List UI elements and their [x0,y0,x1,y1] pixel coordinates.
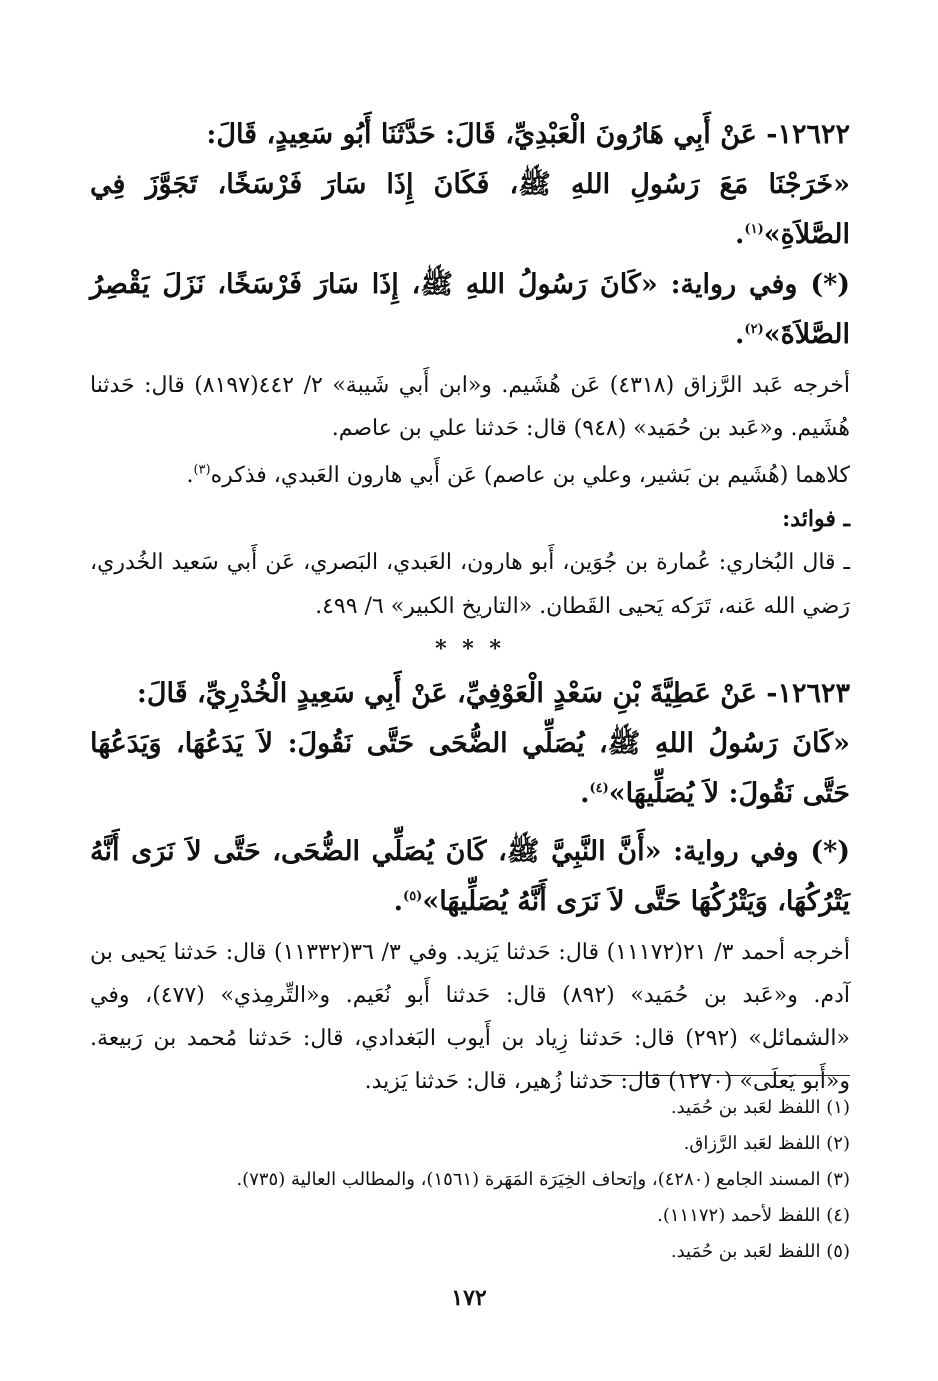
hadith-12622-takhrij-summary-text: كلاهما (هُشَيم بن بَشير، وعلي بن عاصم) عَن أَبي هارون العَبدي، فذكره [210,463,850,488]
page-body [90,110,850,1103]
hadith-12623-heading: ١٢٦٢٣- عَنْ عَطِيَّةَ بْنِ سَعْدٍ الْعَوْفِيِّ، عَنْ أَبِي سَعِيدٍ الْخُدْرِيِّ، قَالَ: [136,678,850,709]
footnote-4: (٤) اللفظ لأحمد (١١١٧٢). [657,1205,850,1226]
hadith-12622-heading: ١٢٦٢٢- عَنْ أَبِي هَارُونَ الْعَبْدِيِّ، قَالَ: حَدَّثَنَا أَبُو سَعِيدٍ، قَالَ: [206,119,850,150]
footnote-1: (١) اللفظ لعَبد بن حُمَيد. [670,1097,850,1118]
section-separator: * * * [435,636,505,662]
footnotes [90,1090,850,1270]
fawaid-text: ـ قال البُخاري: عُمارة بن جُوَين، أَبو هارون، العَبدي، البَصري، عَن أَبي سَعيد الخُدري، رَضي الله عَنه، تَرَكه يَحيى القَطان. «التاريخ الكبير» ٦/ ٤٩٩. [90,550,850,619]
footnote-ref-4[interactable]: (٤) [589,781,609,796]
fawaid-heading: ـ فوائد: [782,506,850,532]
footnote-2: (٢) اللفظ لعَبد الرَّزاق. [683,1133,850,1154]
hadith-12623-riwaya: (*) وفي رواية: «أَنَّ النَّبِيَّ ﷺ، كَانَ يُصَلِّي الضُّحَى، حَتَّى لاَ نَرَى أَنَّهُ يَتْرُكُهَا، وَيَتْرُكُهَا حَتَّى لاَ نَرَى أَنَّهُ يُصَلِّيهَا»$^{(٥)}$. [90,836,850,917]
hadith-12622-riwaya-text: (*) وفي رواية: «كَانَ رَسُولُ اللهِ ﷺ، إِذَا سَارَ فَرْسَخًا، نَزَلَ يَقْصِرُ الصَّلاَةَ» [90,269,850,350]
hadith-12622-matn-text: «خَرَجْنَا مَعَ رَسُولِ اللهِ ﷺ، فَكَانَ إِذَا سَارَ فَرْسَخًا، تَجَوَّزَ فِي الصَّلاَةِ» [90,169,850,250]
hadith-12622-matn: «خَرَجْنَا مَعَ رَسُولِ اللهِ ﷺ، فَكَانَ إِذَا سَارَ فَرْسَخًا، تَجَوَّزَ فِي الصَّلاَةِ»$^{(١)}$. [90,169,850,250]
hadith-12623-matn-text: «كَانَ رَسُولُ اللهِ ﷺ، يُصَلِّي الضُّحَى حَتَّى نَقُولَ: لاَ يَدَعُهَا، وَيَدَعُهَا حَتَّى نَقُولَ: لاَ يُصَلِّيهَا» [90,728,850,809]
footnote-ref-1[interactable]: (١) [744,222,764,237]
hadith-12622-riwaya: (*) وفي رواية: «كَانَ رَسُولُ اللهِ ﷺ، إِذَا سَارَ فَرْسَخًا، نَزَلَ يَقْصِرُ الصَّلاَةَ»$^{(٢)}$. [90,269,850,350]
hadith-12622-takhrij: أخرجه عَبد الرَّزاق (٤٣١٨) عَن هُشَيم. و«ابن أَبي شَيبة» ٢/ ٤٤٢(٨١٩٧) قال: حَدثنا هُشَيم. و«عَبد بن حُمَيد» (٩٤٨) قال: حَدثنا علي بن عاصم. [90,373,850,441]
footnote-ref-3[interactable]: (٣) [193,462,211,478]
hadith-12623-riwaya-text: (*) وفي رواية: «أَنَّ النَّبِيَّ ﷺ، كَانَ يُصَلِّي الضُّحَى، حَتَّى لاَ نَرَى أَنَّهُ يَتْرُكُهَا، وَيَتْرُكُهَا حَتَّى لاَ نَرَى أَنَّهُ يُصَلِّيهَا» [90,836,850,917]
footnote-5: (٥) اللفظ لعَبد بن حُمَيد. [670,1241,850,1262]
footnote-ref-5[interactable]: (٥) [403,889,423,904]
hadith-12622-takhrij-summary: كلاهما (هُشَيم بن بَشير، وعلي بن عاصم) عَن أَبي هارون العَبدي، فذكره$^{(٣)}$. [186,462,850,488]
hadith-12623-matn: «كَانَ رَسُولُ اللهِ ﷺ، يُصَلِّي الضُّحَى حَتَّى نَقُولَ: لاَ يَدَعُهَا، وَيَدَعُهَا حَتَّى نَقُولَ: لاَ يُصَلِّيهَا»$^{(٤)}$. [90,728,850,809]
footnote-ref-2[interactable]: (٢) [744,322,764,337]
footnote-divider [600,1075,850,1076]
page-number: ١٧٢ [451,1285,487,1311]
hadith-12623-takhrij: أخرجه أحمد ٣/ ٢١(١١١٧٢) قال: حَدثنا يَزيد. وفي ٣/ ٣٦(١١٣٣٢) قال: حَدثنا يَحيى بن آدم. و«عَبد بن حُمَيد» (٨٩٢) قال: حَدثنا أَبو نُعَيم. و«التِّرمِذي» (٤٧٧)، وفي «الشمائل» (٢٩٢) قال: حَدثنا زِياد بن أَيوب البَغدادي، قال: حَدثنا مُحمد بن رَبيعة. و«أَبو يَعلَى» (١٢٧٠) قال: حَدثنا زُهير، قال: حَدثنا يَزيد. [90,940,851,1094]
footnote-3: (٣) المسند الجامع (٤٢٨٠)، وإتحاف الخِيَرَة المَهَرة (١٥٦١)، والمطالب العالية (٧٣٥). [236,1169,850,1190]
